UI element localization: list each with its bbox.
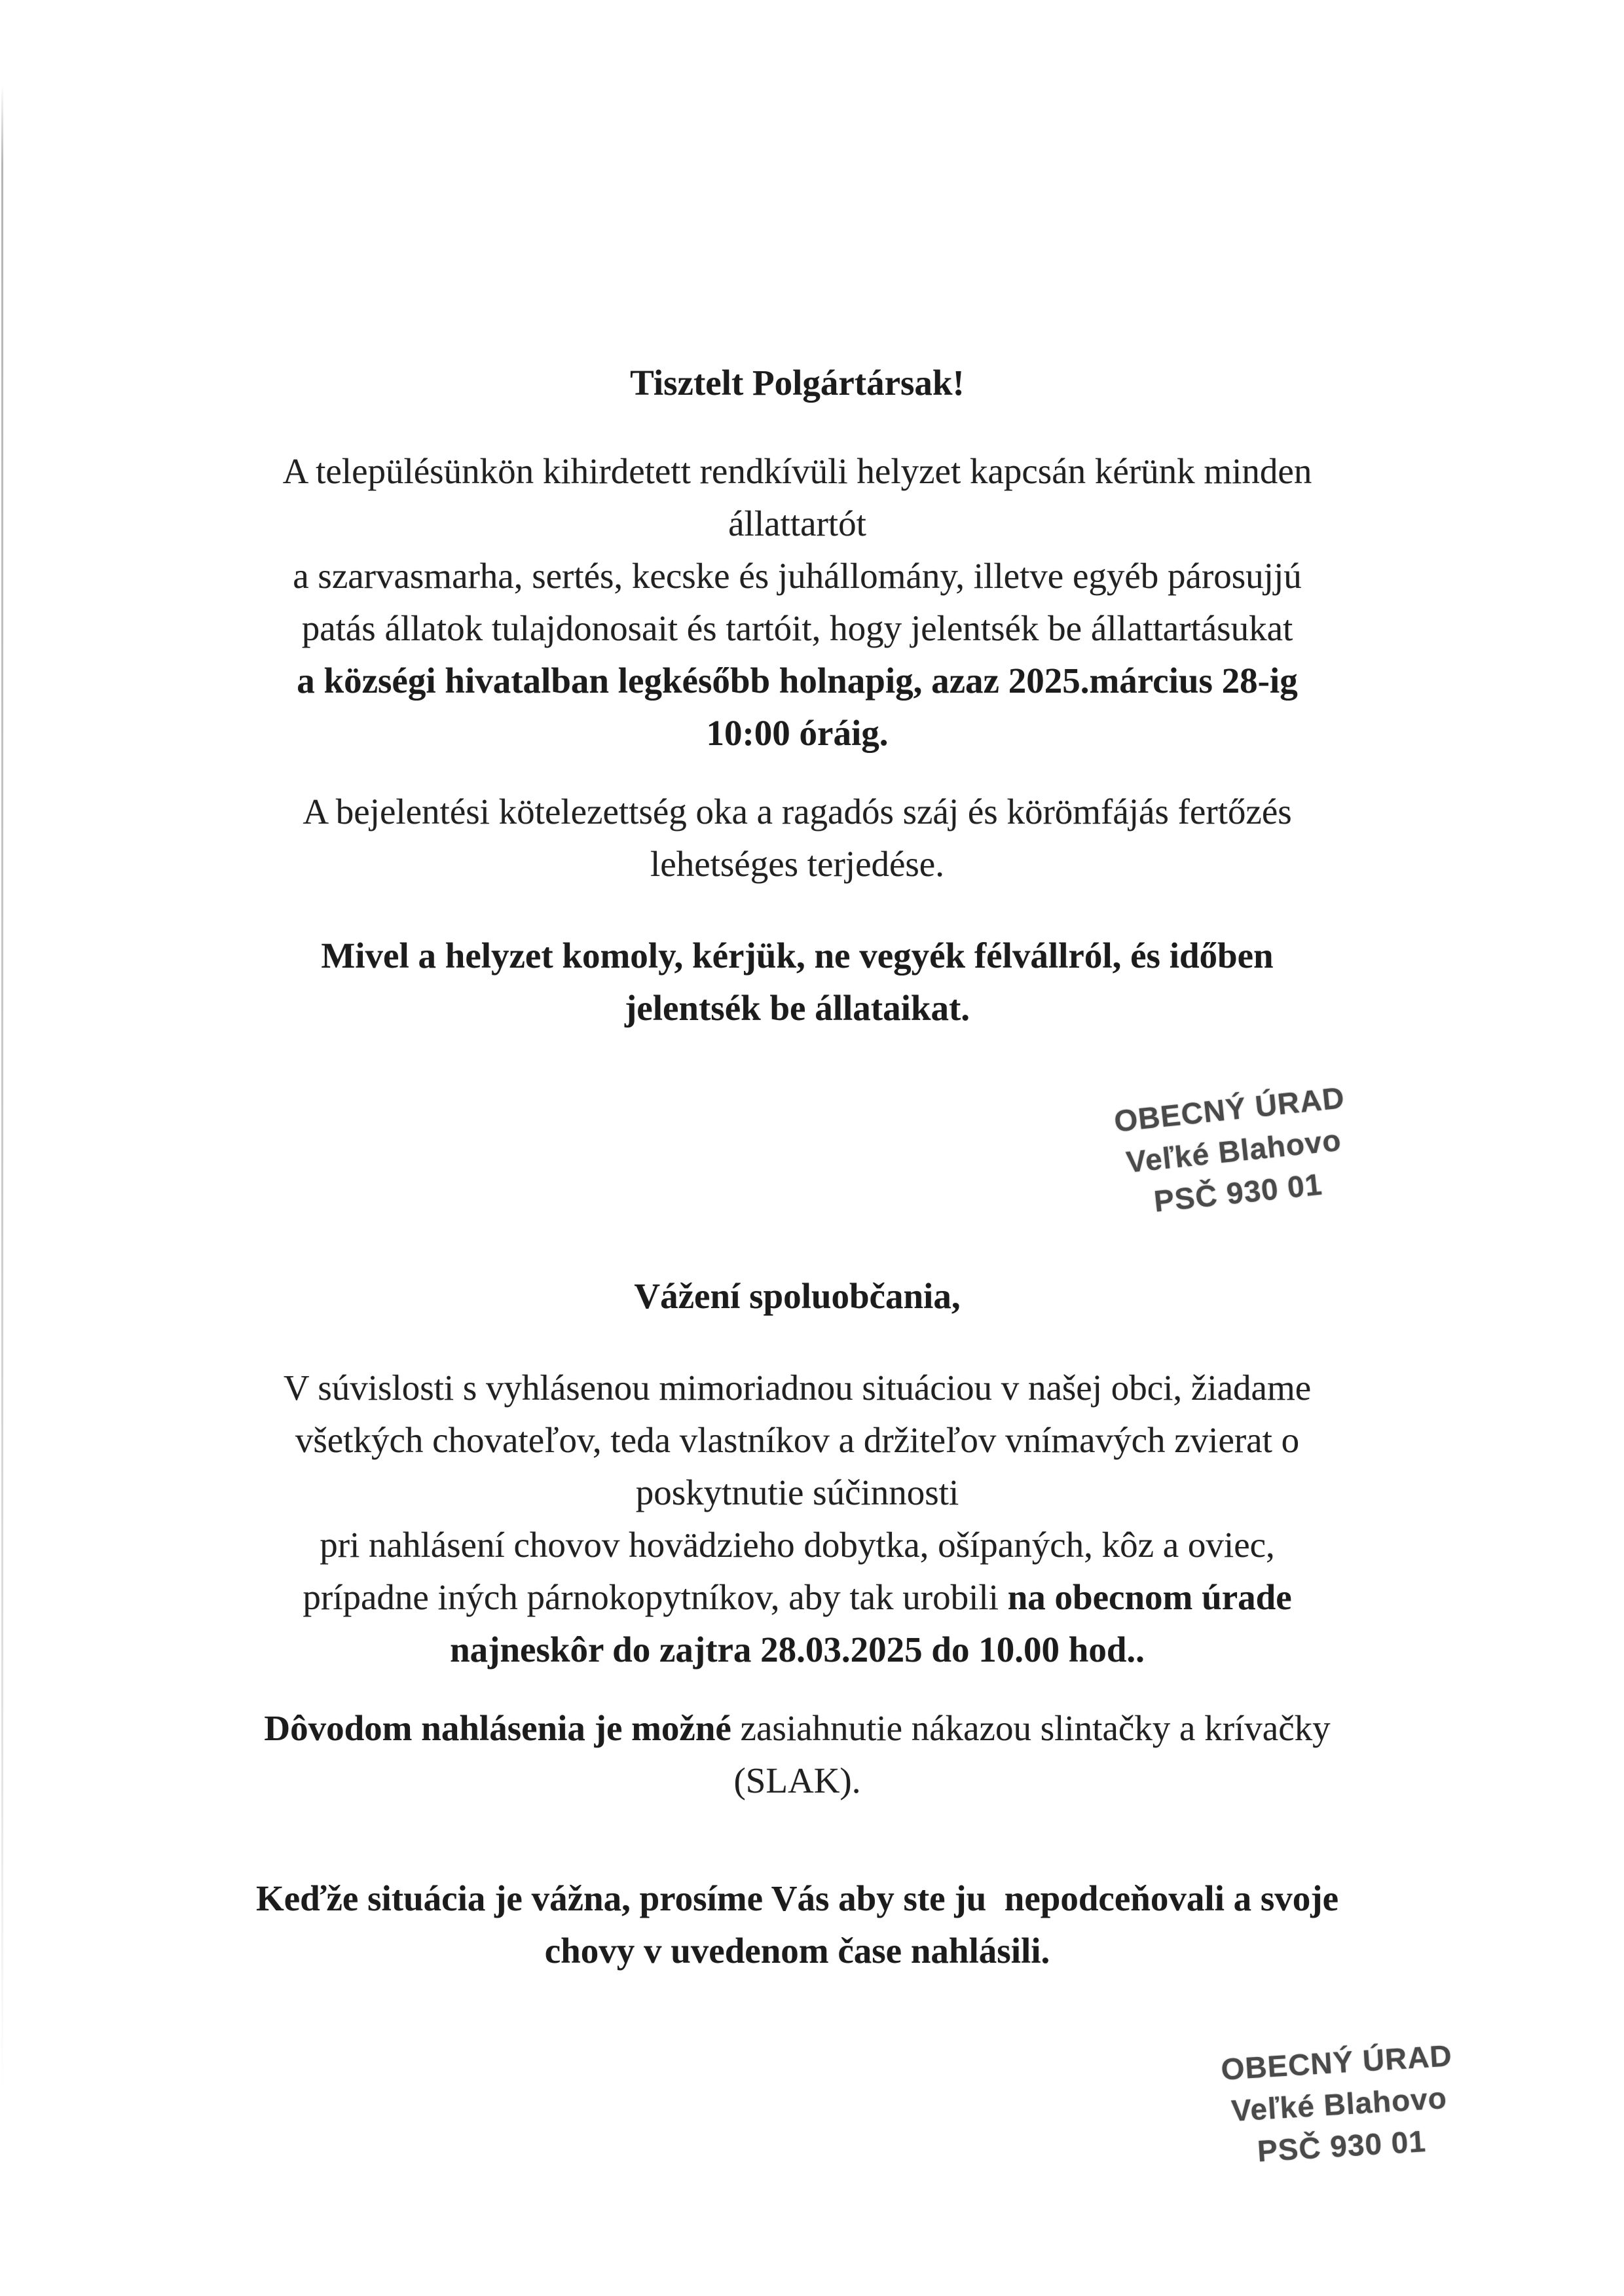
- text-line: a szarvasmarha, sertés, kecske és juhállomány, illetve egyéb párosujjú: [293, 556, 1302, 596]
- text-line: állattartót: [728, 503, 866, 543]
- office-ink-stamp-top: [1064, 1071, 1403, 1230]
- text-line: Keďže situácia je vážna, prosíme Vás aby ste ju nepodceňovali a svoje: [255, 1878, 1339, 1918]
- text-line: všetkých chovateľov, teda vlastníkov a držiteľov vnímavých zvierat o: [295, 1420, 1300, 1460]
- text-line: Mivel a helyzet komoly, kérjük, ne vegyék félvállról, és időben: [321, 936, 1274, 975]
- paragraph-hu-announcement: [138, 445, 1457, 759]
- title-text: Tisztelt Polgártársak!: [630, 363, 965, 403]
- text-line: chovy v uvedenom čase nahlásili.: [544, 1931, 1050, 1971]
- stamp-office-name: OBECNÝ ÚRAD: [1112, 1080, 1346, 1139]
- text-line-deadline: a községi hivatalban legkésőbb holnapig, azaz 2025.március 28-ig: [297, 661, 1298, 701]
- text-line-disease-abbr: (SLAK).: [733, 1760, 861, 1800]
- office-ink-stamp-bottom: [1172, 2032, 1507, 2177]
- text-line: A településünkön kihirdetett rendkívüli helyzet kapcsán kérünk minden: [282, 451, 1312, 491]
- paragraph-sk-reason: [138, 1702, 1457, 1807]
- text-line: pri nahlásení chovov hovädzieho dobytka, ošípaných, kôz a oviec,: [320, 1525, 1275, 1565]
- text-line-deadline: najneskôr do zajtra 28.03.2025 do 10.00 hod..: [450, 1630, 1145, 1669]
- text-line-mixed: prípadne iných párnokopytníkov, aby tak urobili na obecnom úrade: [303, 1577, 1292, 1617]
- letter-heading-slovak: [138, 1270, 1457, 1322]
- text-line: A bejelentési kötelezettség oka a ragadós száj és körömfájás fertőzés: [303, 792, 1292, 831]
- letter-title-hungarian: [138, 357, 1457, 409]
- text-line: poskytnutie súčinnosti: [635, 1472, 959, 1512]
- text-line: lehetséges terjedése.: [650, 844, 944, 884]
- text-line: jelentsék be állataikat.: [624, 988, 970, 1028]
- stamp-office-name: OBECNÝ ÚRAD: [1220, 2038, 1454, 2086]
- stamp-postal-code: PSČ 930 01: [1152, 1167, 1324, 1218]
- text-line-deadline-time: 10:00 óráig.: [706, 713, 889, 753]
- scan-edge-artifact: [1, 85, 3, 2088]
- stamp-postal-code: PSČ 930 01: [1256, 2124, 1428, 2168]
- stamp-village-name: Veľké Blahovo: [1124, 1122, 1343, 1180]
- text-line: V súvislosti s vyhlásenou mimoriadnou situáciou v našej obci, žiadame: [283, 1368, 1312, 1408]
- heading-text: Vážení spoluobčania,: [634, 1276, 961, 1316]
- paragraph-hu-reason: [138, 786, 1457, 890]
- stamp-village-name: Veľké Blahovo: [1230, 2080, 1449, 2128]
- paragraph-hu-warning: [138, 930, 1457, 1034]
- text-line-mixed: Dôvodom nahlásenia je možné zasiahnutie nákazou slintačky a krívačky: [264, 1708, 1331, 1748]
- paragraph-sk-announcement: [138, 1362, 1457, 1676]
- text-line: patás állatok tulajdonosait és tartóit, hogy jelentsék be állattartásukat: [301, 608, 1293, 648]
- paragraph-sk-warning: [138, 1872, 1457, 1977]
